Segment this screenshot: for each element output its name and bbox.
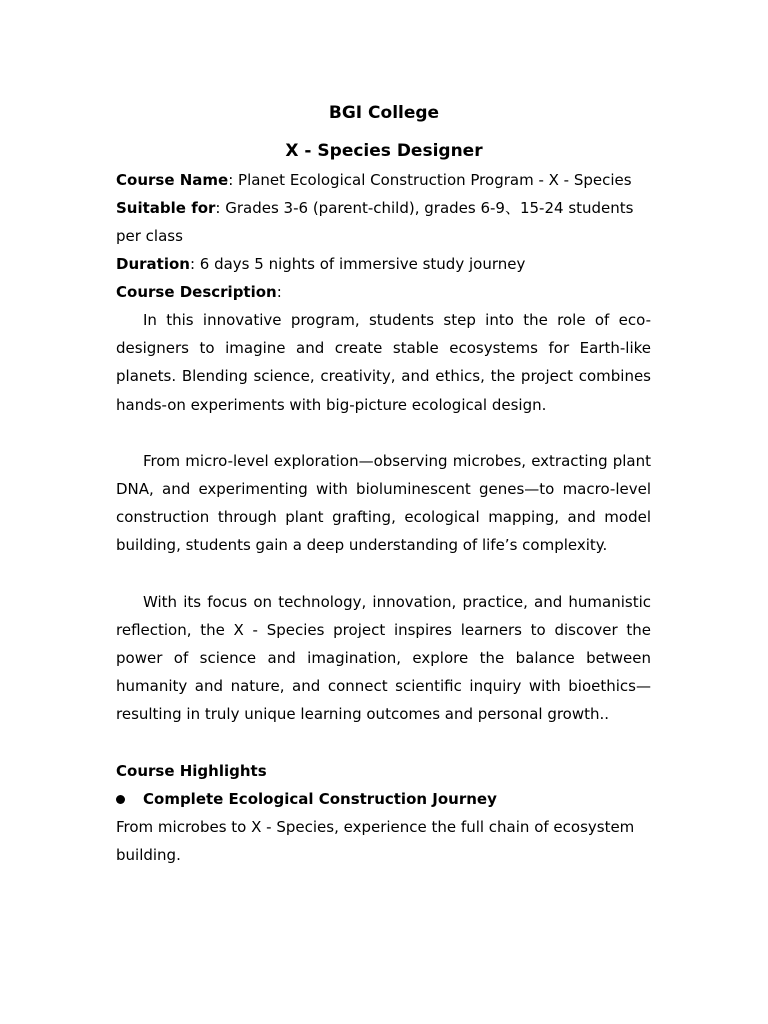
- course-name-label: Course Name: [116, 171, 229, 189]
- duration-value: : 6 days 5 nights of immersive study journey: [189, 255, 526, 273]
- paragraph-spacer: [116, 419, 651, 447]
- duration-line: [116, 250, 651, 278]
- bullet-icon: [116, 795, 125, 804]
- course-name-line: [116, 166, 651, 194]
- course-description-line: [116, 278, 651, 306]
- course-highlights-heading: Course Highlights: [116, 761, 267, 780]
- suitable-for-value: : Grades 3-6 (parent-child), grades 6-9、15-24 students per class: [116, 199, 634, 245]
- college-name: BGI College: [328, 103, 440, 123]
- document-title: X - Species Designer: [285, 141, 483, 161]
- description-paragraph-2: From micro-level exploration—observing microbes, extracting plant DNA, and experimenting with bioluminescent genes—to macro-level construction through plant grafting, ecological mapping, and model building, students gain a deep understanding of life’s complexity.: [116, 451, 651, 555]
- course-name-value: : Planet Ecological Construction Program - X - Species: [228, 171, 632, 189]
- description-paragraph-3: With its focus on technology, innovation, practice, and humanistic reflection, the X - Species project inspires learners to discover the power of science and imagination, explore the balance between humanity and nature, and connect scientific inquiry with bioethics—resulting in truly unique learning outcomes and personal growth..: [116, 592, 651, 724]
- paragraph-spacer: [116, 560, 651, 588]
- suitable-for-label: Suitable for: [116, 199, 216, 217]
- suitable-for-line: [116, 194, 651, 250]
- paragraph-spacer: [116, 729, 651, 757]
- duration-label: Duration: [116, 255, 190, 273]
- course-description-colon: :: [276, 283, 282, 301]
- highlight-item-1-text: From microbes to X - Species, experience the full chain of ecosystem building.: [116, 817, 635, 864]
- description-paragraph-1: In this innovative program, students step into the role of eco-designers to imagine and create stable ecosystems for Earth-like planets. Blending science, creativity, and ethics, the project combines hands-on experiments with big-picture ecological design.: [116, 311, 651, 414]
- document-body: [116, 166, 651, 869]
- highlight-item-1-title: Complete Ecological Construction Journey: [143, 789, 497, 808]
- course-description-label: Course Description: [116, 283, 277, 301]
- highlight-item-1: [116, 785, 651, 813]
